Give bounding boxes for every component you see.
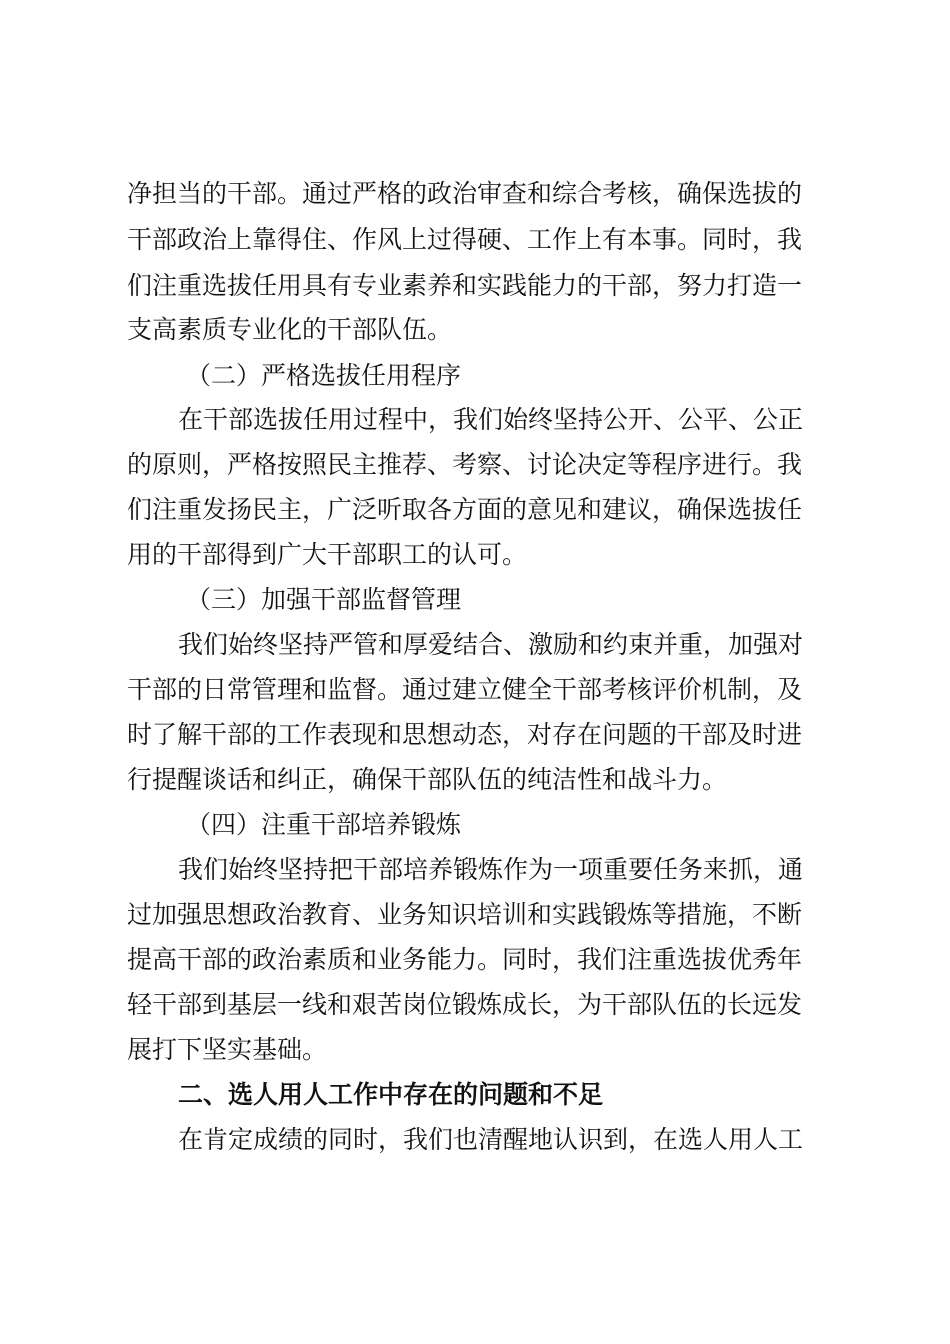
paragraph-line: 们注重选拔任用具有专业素养和实践能力的干部，努力打造一 xyxy=(127,271,803,300)
section-heading: （四）注重干部培养锻炼 xyxy=(186,810,462,839)
paragraph-line: 用的干部得到广大干部职工的认可。 xyxy=(127,540,528,569)
paragraph-line: 们注重发扬民主，广泛听取各方面的意见和建议，确保选拔任 xyxy=(127,495,803,524)
paragraph-line: 净担当的干部。通过严格的政治审查和综合考核，确保选拔的 xyxy=(127,179,803,208)
paragraph-line: 的原则，严格按照民主推荐、考察、讨论决定等程序进行。我 xyxy=(127,450,803,479)
paragraph-line: 干部的日常管理和监督。通过建立健全干部考核评价机制，及 xyxy=(127,675,803,704)
section-heading: （三）加强干部监督管理 xyxy=(186,585,462,614)
paragraph-line: 在干部选拔任用过程中，我们始终坚持公开、公平、公正 xyxy=(178,405,804,434)
paragraph-line: 时了解干部的工作表现和思想动态，对存在问题的干部及时进 xyxy=(127,720,803,749)
paragraph-line: 支高素质专业化的干部队伍。 xyxy=(127,315,453,344)
section-heading: （二）严格选拔任用程序 xyxy=(186,361,462,390)
chapter-heading: 二、选人用人工作中存在的问题和不足 xyxy=(178,1080,604,1109)
paragraph-line: 我们始终坚持把干部培养锻炼作为一项重要任务来抓，通 xyxy=(178,855,804,884)
paragraph-line: 干部政治上靠得住、作风上过得硬、工作上有本事。同时，我 xyxy=(127,225,803,254)
paragraph-line: 我们始终坚持严管和厚爱结合、激励和约束并重，加强对 xyxy=(178,630,804,659)
paragraph-line: 提高干部的政治素质和业务能力。同时，我们注重选拔优秀年 xyxy=(127,945,803,974)
paragraph-line: 展打下坚实基础。 xyxy=(127,1035,328,1064)
paragraph-line: 在肯定成绩的同时，我们也清醒地认识到，在选人用人工 xyxy=(178,1125,804,1154)
paragraph-line: 行提醒谈话和纠正，确保干部队伍的纯洁性和战斗力。 xyxy=(127,765,728,794)
paragraph-line: 过加强思想政治教育、业务知识培训和实践锻炼等措施，不断 xyxy=(127,900,803,929)
paragraph-line: 轻干部到基层一线和艰苦岗位锻炼成长，为干部队伍的长远发 xyxy=(127,990,803,1019)
